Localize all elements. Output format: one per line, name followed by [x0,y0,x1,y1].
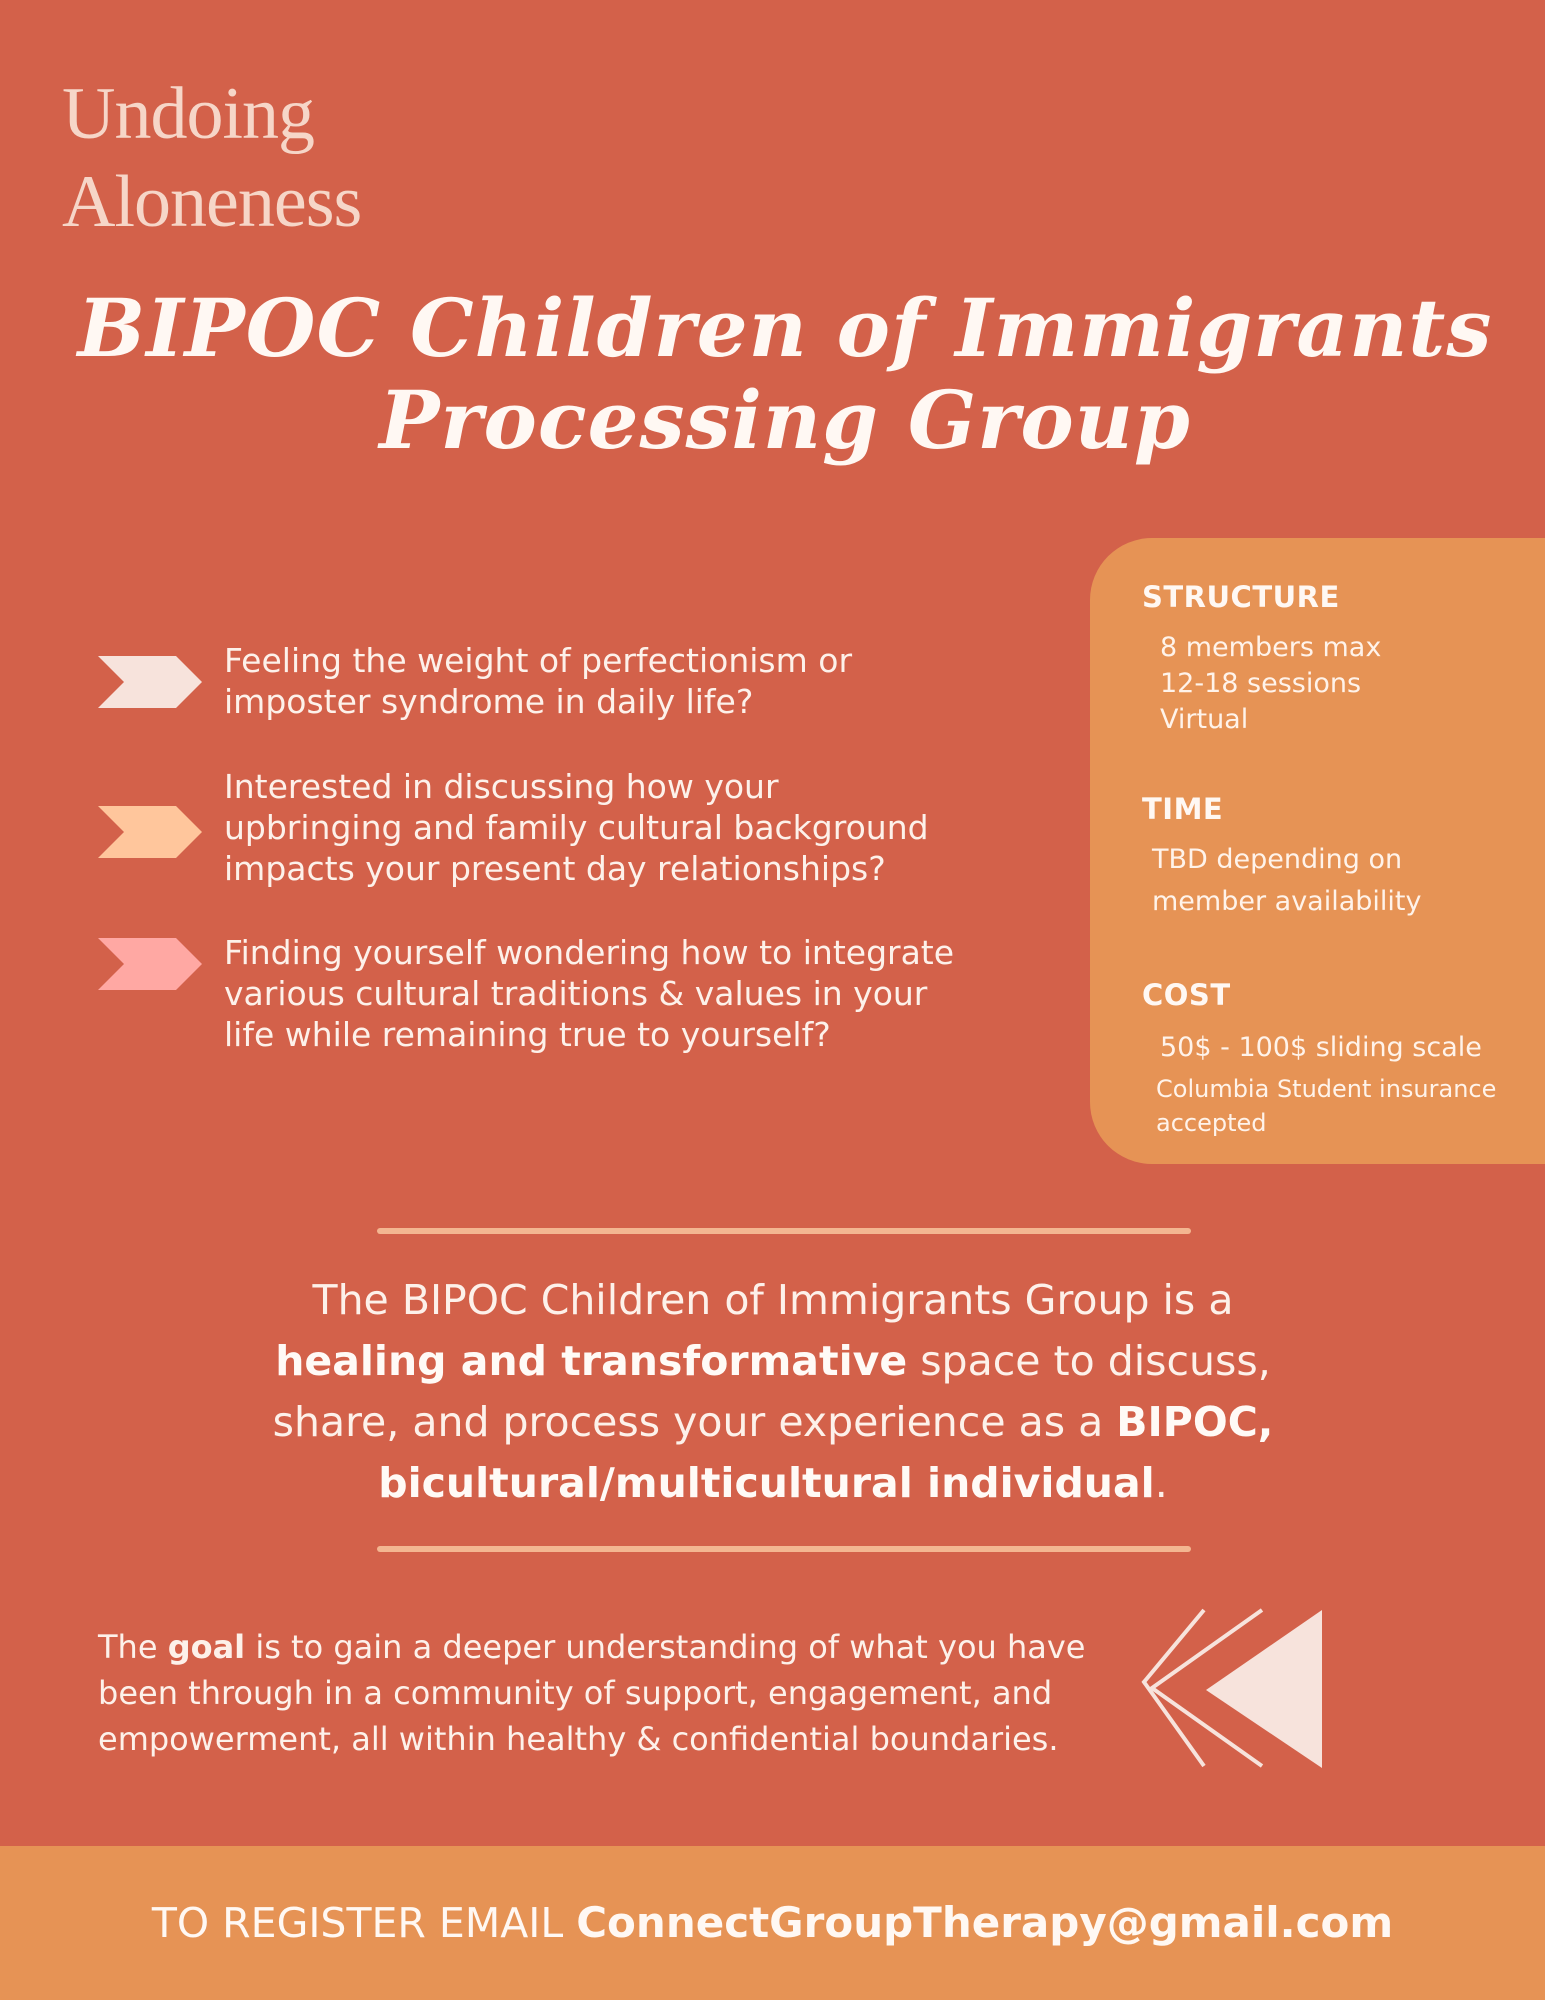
info-panel [1090,538,1545,1164]
cost-note: accepted [1156,1109,1267,1137]
goal-line [98,1624,1148,1670]
question-line: imposter syndrome in daily life? [224,682,754,721]
brand-line-2: Aloneness [62,161,362,243]
description-line [160,1270,1386,1331]
register-text [0,1846,1545,2000]
description-text: . [1154,1459,1168,1507]
divider-bottom [377,1546,1191,1552]
page-title [0,282,1545,466]
description-line [160,1392,1386,1453]
register-label: TO REGISTER EMAIL [151,1899,577,1947]
structure-item: Virtual [1160,704,1249,735]
question-line: various cultural traditions & values in your [224,974,928,1013]
question-line: Finding yourself wondering how to integrate [224,933,955,972]
question-line: upbringing and family cultural background [224,808,929,847]
description-emphasis: healing and transformative [275,1337,908,1385]
description-emphasis: bicultural/multicultural individual [378,1459,1155,1507]
question-line: Feeling the weight of perfectionism or [224,641,853,680]
chevron-right-icon [98,656,202,708]
description-text: space to discuss, [907,1337,1271,1385]
description-line [160,1453,1386,1514]
cost-note: Columbia Student insurance [1156,1075,1497,1103]
time-item: TBD depending on [1152,844,1403,875]
goal-line: been through in a community of support, engagement, and [98,1674,1053,1712]
question-line: Interested in discussing how your [224,767,779,806]
chevron-right-icon [98,806,202,858]
question-text [224,766,1054,889]
divider-top [377,1228,1191,1234]
structure-heading: STRUCTURE [1142,580,1340,614]
goal-text: is to gain a deeper understanding of what you have [245,1628,1086,1666]
structure-item: 12-18 sessions [1160,668,1362,699]
register-footer [0,1846,1545,2000]
goal-statement [98,1624,1148,1762]
cost-heading: COST [1142,978,1231,1012]
brand-line-1: Undoing [62,73,314,155]
brand-logo-text [62,70,361,246]
time-heading: TIME [1142,792,1224,826]
description-text: share, and process your experience as a [272,1398,1117,1446]
cost-range: 50$ - 100$ sliding scale [1160,1032,1482,1063]
goal-emphasis: goal [167,1628,246,1666]
time-item: member availability [1152,886,1422,917]
question-line: life while remaining true to yourself? [224,1015,831,1054]
goal-line: empowerment, all within healthy & confidential boundaries. [98,1720,1059,1758]
question-text [224,932,1054,1055]
group-description [160,1270,1386,1514]
description-emphasis: BIPOC, [1116,1398,1274,1446]
page-title-line-2: Processing Group [379,373,1191,467]
register-email-link[interactable]: ConnectGroupTherapy@gmail.com [576,1898,1394,1947]
description-line [160,1331,1386,1392]
question-text [224,640,1054,722]
page-title-line-1: BIPOC Children of Immigrants [77,281,1493,375]
goal-text: The [98,1628,168,1666]
question-line: impacts your present day relationships? [224,849,886,888]
triangle-arrows-decoration [1140,1606,1330,1772]
structure-item: 8 members max [1160,632,1382,663]
description-text: The BIPOC Children of Immigrants Group is a [312,1276,1234,1324]
chevron-right-icon [98,938,202,990]
